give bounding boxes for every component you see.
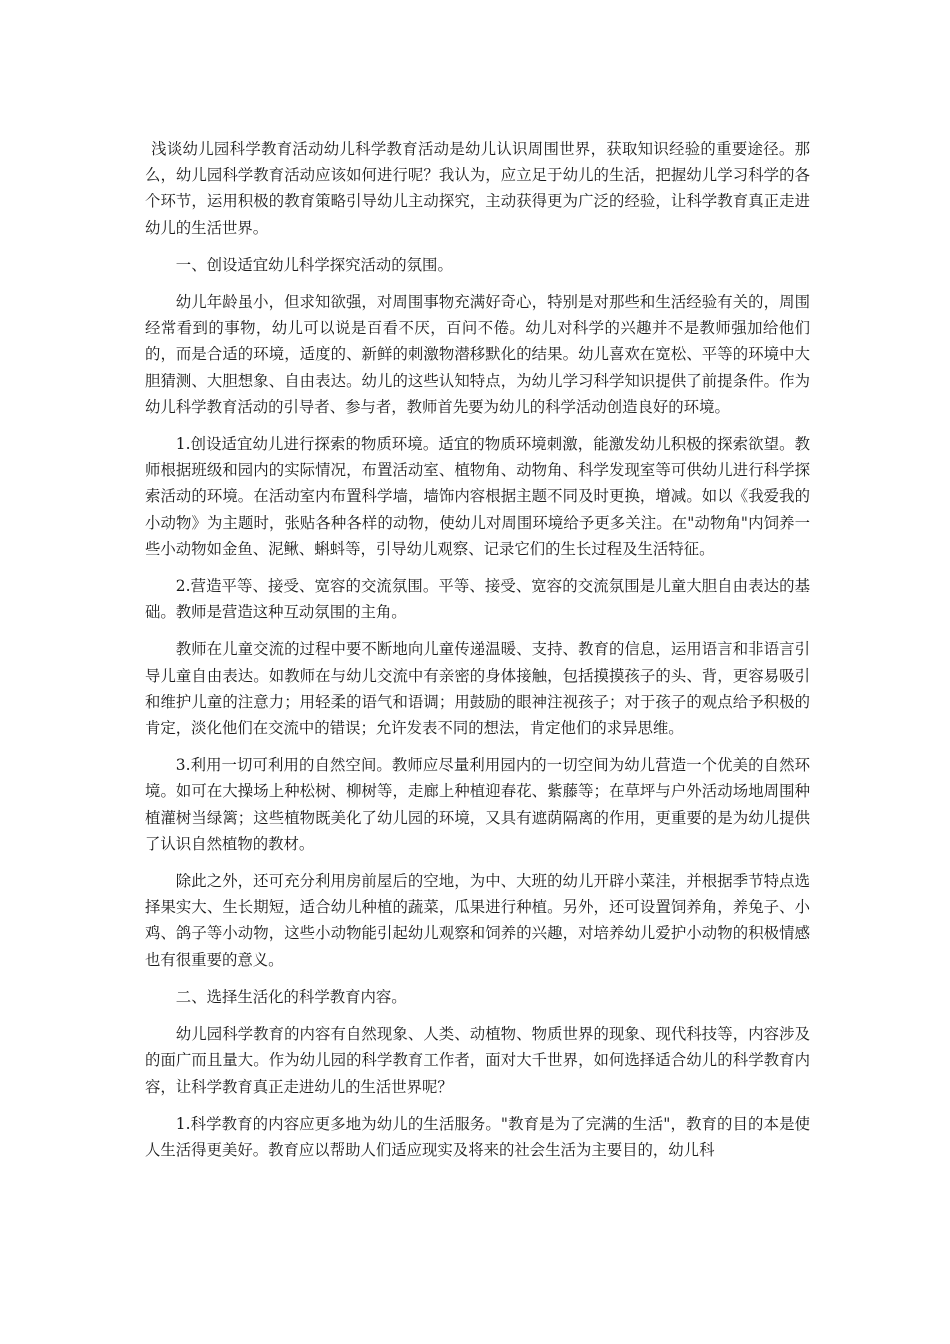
- body-paragraph: 2.营造平等、接受、宽容的交流氛围。平等、接受、宽容的交流氛围是儿童大胆自由表达的基础。教师是营造这种互动氛围的主角。: [145, 577, 810, 622]
- section-heading-2: 二、选择生活化的科学教育内容。: [175, 987, 407, 1006]
- body-paragraph: 1.科学教育的内容应更多地为幼儿的生活服务。"教育是为了完满的生活"，教育的目的本是使人生活得更美好。教育应以帮助人们适应现实及将来的社会生活为主要目的，幼儿科: [145, 1114, 810, 1159]
- body-paragraph: 幼儿年龄虽小，但求知欲强，对周围事物充满好奇心，特别是对那些和生活经验有关的，周围经常看到的事物，幼儿可以说是百看不厌，百问不倦。幼儿对科学的兴趣并不是教师强加给他们的，而是合适的环境，适度的、新鲜的刺激物潜移默化的结果。幼儿喜欢在宽松、平等的环境中大胆猜测、大胆想象、自由表达。幼儿的这些认知特点，为幼儿学习科学知识提供了前提条件。作为幼儿科学教育活动的引导者、参与者，教师首先要为幼儿的科学活动创造良好的环境。: [145, 293, 810, 416]
- intro-paragraph: 浅谈幼儿园科学教育活动幼儿科学教育活动是幼儿认识周围世界，获取知识经验的重要途径。那么，幼儿园科学教育活动应该如何进行呢？我认为，应立足于幼儿的生活，把握幼儿学习科学的各个环节，运用积极的教育策略引导幼儿主动探究，主动获得更为广泛的经验，让科学教育真正走进幼儿的生活世界。: [145, 140, 810, 237]
- body-paragraph: 1.创设适宜幼儿进行探索的物质环境。适宜的物质环境刺激，能激发幼儿积极的探索欲望。教师根据班级和园内的实际情况，布置活动室、植物角、动物角、科学发现室等可供幼儿进行科学探索活动的环境。在活动室内布置科学墙，墙饰内容根据主题不同及时更换，增减。如以《我爱我的小动物》为主题时，张贴各种各样的动物，使幼儿对周围环境给予更多关注。在"动物角"内饲养一些小动物如金鱼、泥鳅、蝌蚪等，引导幼儿观察、记录它们的生长过程及生活特征。: [145, 435, 810, 558]
- section-heading-1: 一、创设适宜幼儿科学探究活动的氛围。: [175, 255, 453, 274]
- body-paragraph: 除此之外，还可充分利用房前屋后的空地，为中、大班的幼儿开辟小菜洼，并根据季节特点选择果实大、生长期短，适合幼儿种植的蔬菜，瓜果进行种植。另外，还可设置饲养角，养兔子、小鸡、鸽子等小动物，这些小动物能引起幼儿观察和饲养的兴趣，对培养幼儿爱护小动物的积极情感也有很重要的意义。: [145, 872, 810, 969]
- document-body: [145, 136, 810, 1174]
- body-paragraph: 教师在儿童交流的过程中要不断地向儿童传递温暖、支持、教育的信息，运用语言和非语言引导儿童自由表达。如教师在与幼儿交流中有亲密的身体接触，包括摸摸孩子的头、背，更容易吸引和维护儿童的注意力；用轻柔的语气和语调；用鼓励的眼神注视孩子；对于孩子的观点给予积极的肯定，淡化他们在交流中的错误；允许发表不同的想法，肯定他们的求异思维。: [145, 640, 810, 738]
- body-paragraph: 3.利用一切可利用的自然空间。教师应尽量利用园内的一切空间为幼儿营造一个优美的自然环境。如可在大操场上种松树、柳树等，走廊上种植迎春花、紫藤等；在草坪与户外活动场地周围种植灌树当绿篱；这些植物既美化了幼儿园的环境，又具有遮荫隔离的作用，更重要的是为幼儿提供了认识自然植物的教材。: [145, 756, 810, 853]
- body-paragraph: 幼儿园科学教育的内容有自然现象、人类、动植物、物质世界的现象、现代科技等，内容涉及的面广而且量大。作为幼儿园的科学教育工作者，面对大千世界，如何选择适合幼儿的科学教育内容，让科学教育真正走进幼儿的生活世界呢？: [145, 1025, 810, 1096]
